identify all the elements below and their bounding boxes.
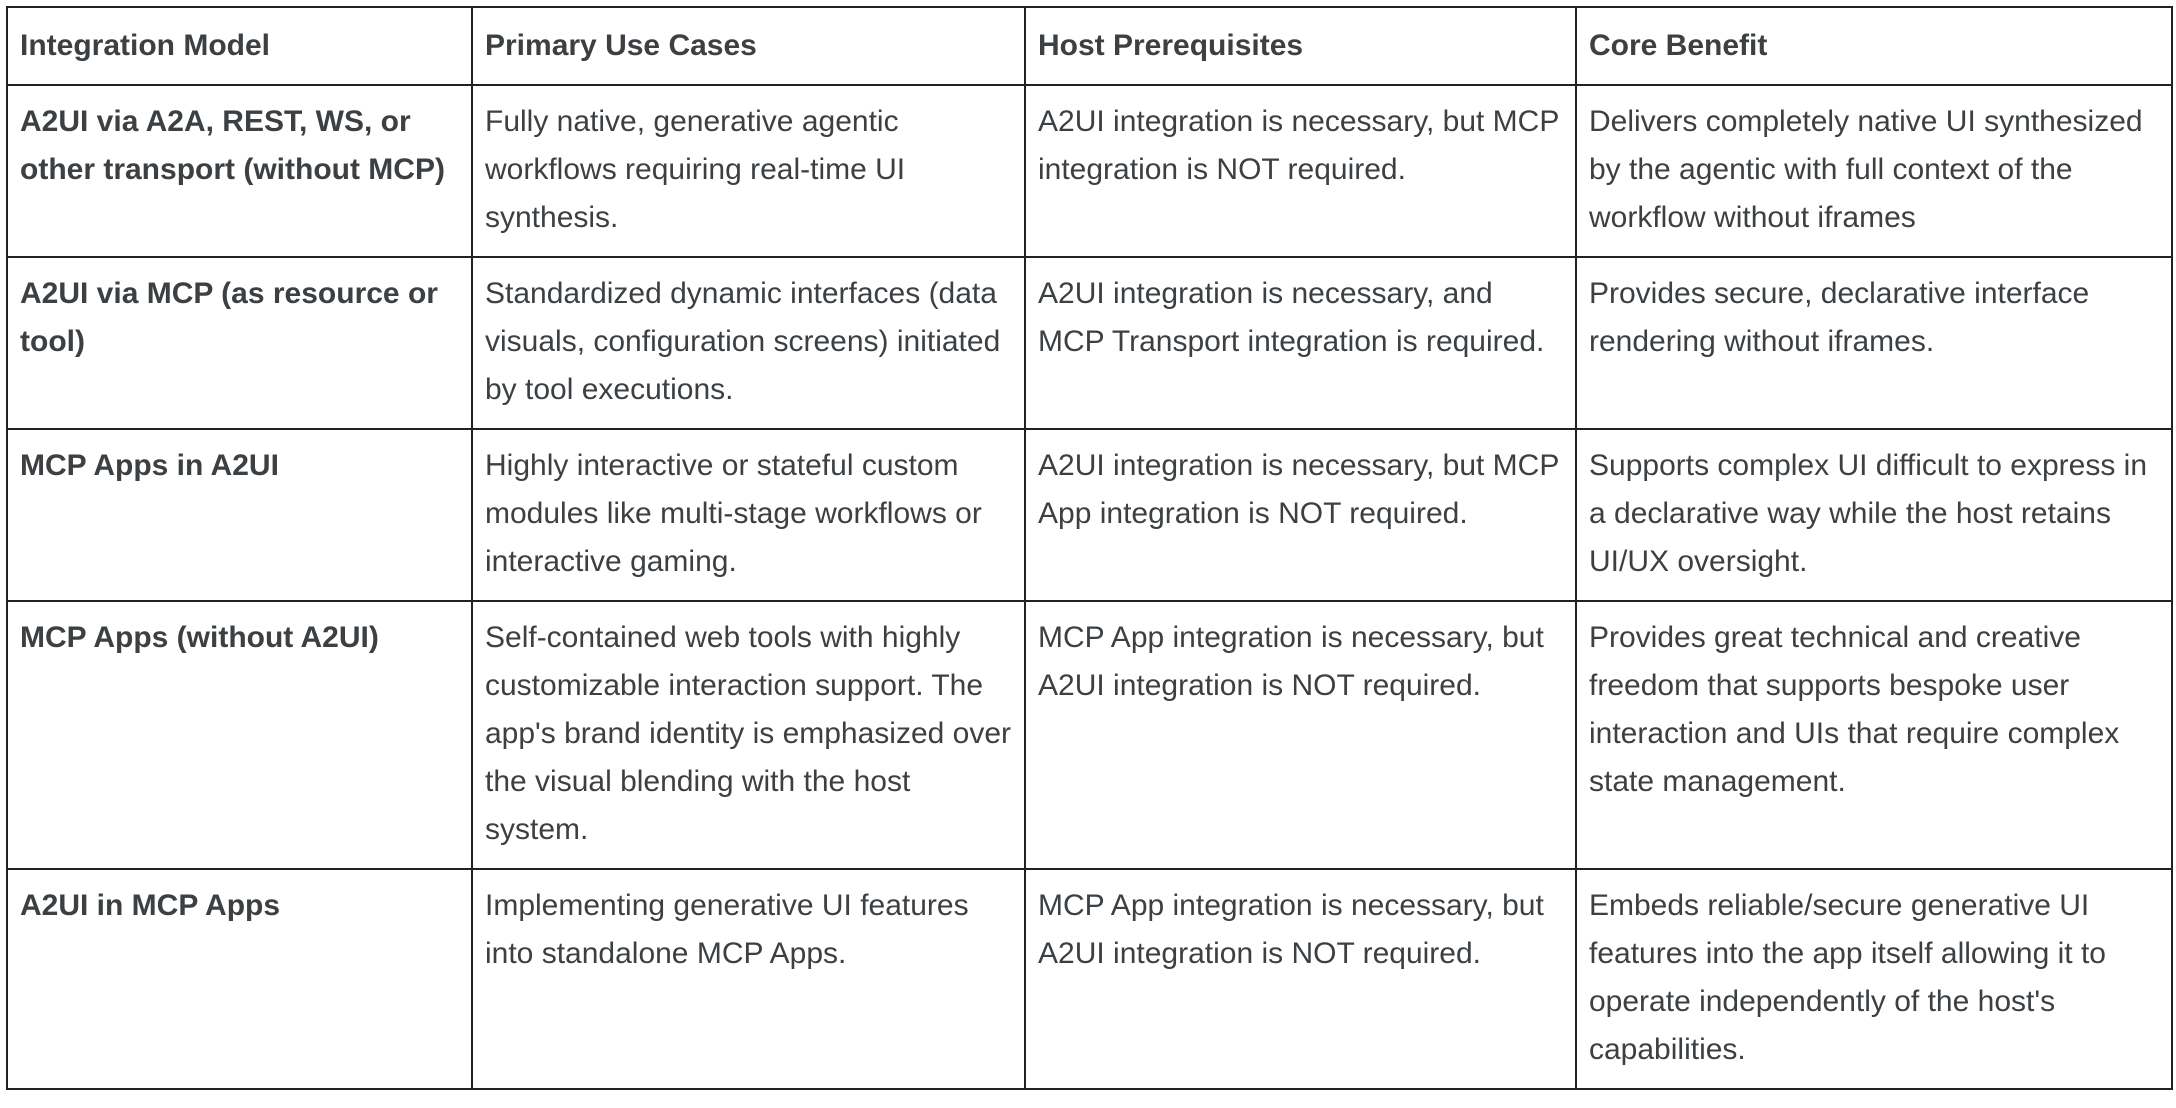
integration-models-table-container [6, 6, 2173, 1090]
host-prerequisites-cell: A2UI integration is necessary, but MCP App integration is NOT required. [1025, 429, 1576, 601]
header-primary-use-cases: Primary Use Cases [472, 7, 1025, 85]
header-row [7, 7, 2172, 85]
core-benefit-cell: Provides secure, declarative interface rendering without iframes. [1576, 257, 2172, 429]
host-prerequisites-cell: A2UI integration is necessary, but MCP integration is NOT required. [1025, 85, 1576, 257]
table-row [7, 601, 2172, 869]
host-prerequisites-cell: MCP App integration is necessary, but A2UI integration is NOT required. [1025, 601, 1576, 869]
integration-model-cell: MCP Apps (without A2UI) [7, 601, 472, 869]
header-integration-model: Integration Model [7, 7, 472, 85]
primary-use-cases-cell: Highly interactive or stateful custom modules like multi-stage workflows or interactive gaming. [472, 429, 1025, 601]
table-row [7, 869, 2172, 1089]
header-core-benefit: Core Benefit [1576, 7, 2172, 85]
table-header [7, 7, 2172, 85]
primary-use-cases-cell: Self-contained web tools with highly customizable interaction support. The app's brand identity is emphasized over the visual blending with the host system. [472, 601, 1025, 869]
host-prerequisites-cell: MCP App integration is necessary, but A2UI integration is NOT required. [1025, 869, 1576, 1089]
host-prerequisites-cell: A2UI integration is necessary, and MCP Transport integration is required. [1025, 257, 1576, 429]
primary-use-cases-cell: Implementing generative UI features into standalone MCP Apps. [472, 869, 1025, 1089]
header-host-prerequisites: Host Prerequisites [1025, 7, 1576, 85]
table-row [7, 429, 2172, 601]
table-row [7, 257, 2172, 429]
core-benefit-cell: Embeds reliable/secure generative UI features into the app itself allowing it to operate independently of the host's capabilities. [1576, 869, 2172, 1089]
primary-use-cases-cell: Fully native, generative agentic workflows requiring real-time UI synthesis. [472, 85, 1025, 257]
core-benefit-cell: Provides great technical and creative freedom that supports bespoke user interaction and UIs that require complex state management. [1576, 601, 2172, 869]
integration-model-cell: MCP Apps in A2UI [7, 429, 472, 601]
integration-models-table [6, 6, 2173, 1090]
integration-model-cell: A2UI via MCP (as resource or tool) [7, 257, 472, 429]
table-body [7, 85, 2172, 1089]
integration-model-cell: A2UI in MCP Apps [7, 869, 472, 1089]
core-benefit-cell: Supports complex UI difficult to express in a declarative way while the host retains UI/UX oversight. [1576, 429, 2172, 601]
table-row [7, 85, 2172, 257]
primary-use-cases-cell: Standardized dynamic interfaces (data visuals, configuration screens) initiated by tool executions. [472, 257, 1025, 429]
core-benefit-cell: Delivers completely native UI synthesized by the agentic with full context of the workflow without iframes [1576, 85, 2172, 257]
integration-model-cell: A2UI via A2A, REST, WS, or other transport (without MCP) [7, 85, 472, 257]
